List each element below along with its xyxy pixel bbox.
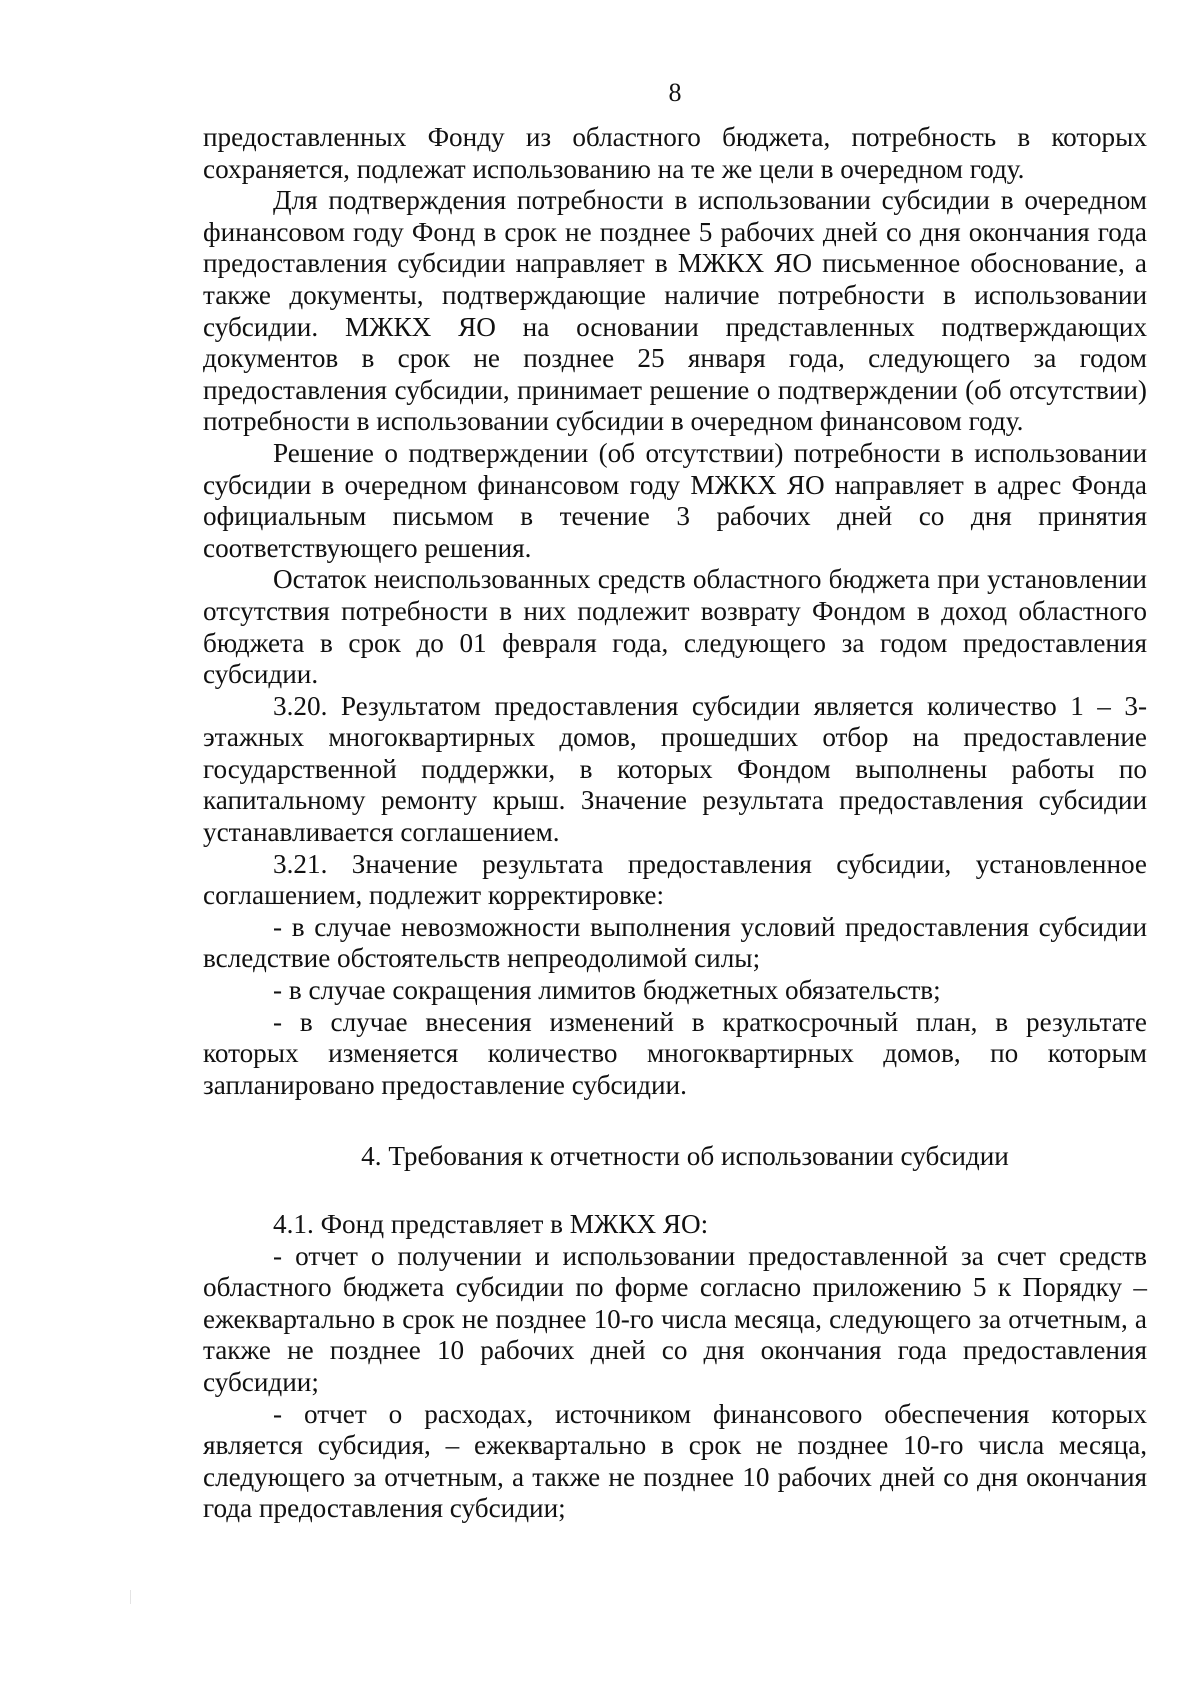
page-number: 8 (668, 78, 682, 107)
document-body (203, 122, 1147, 1525)
list-item-expense-report: - отчет о расходах, источником финансового обеспечения которых является субсидия, – ежеквартально в срок не позднее 10-го числа месяца, следующего за отчетным, а также не позднее 10 рабочих дней со дня окончания года предоставления субсидии; (203, 1398, 1147, 1524)
list-item-force-majeure: - в случае невозможности выполнения условий предоставления субсидии вследствие обстоятельств непреодолимой силы; (203, 911, 1147, 974)
list-item-plan-changes: - в случае внесения изменений в краткосрочный план, в результате которых изменяется количество многоквартирных домов, по которым запланировано предоставление субсидии. (203, 1006, 1147, 1100)
paragraph-unused-balance: Остаток неиспользованных средств областного бюджета при установлении отсутствия потребности в них подлежит возврату Фондом в доход областного бюджета в срок до 01 февраля года, следующего за годом предоставления субсидии. (203, 564, 1147, 690)
paragraph-decision: Решение о подтверждении (об отсутствии) потребности в использовании субсидии в очередном финансовом году МЖКХ ЯО направляет в адрес Фонда официальным письмом в течение 3 рабочих дней со дня принятия соответствующего решения. (203, 437, 1147, 563)
paragraph-3-20: 3.20. Результатом предоставления субсидии является количество 1 – 3-этажных многоквартирных домов, прошедших отбор на предоставление государственной поддержки, в которых Фондом выполнены работы по капитальному ремонту крыш. Значение результата предоставления субсидии устанавливается соглашением. (203, 690, 1147, 848)
section-spacer (203, 1101, 1147, 1141)
scan-artifact (130, 1590, 131, 1604)
section-4-heading: 4. Требования к отчетности об использовании субсидии (361, 1141, 1009, 1172)
paragraph-4-1: 4.1. Фонд представляет в МЖКХ ЯО: (273, 1209, 709, 1239)
list-item-usage-report: - отчет о получении и использовании предоставленной за счет средств областного бюджета субсидии по форме согласно приложению 5 к Порядку – ежеквартально в срок не позднее 10-го числа месяца, следующего за отчетным, а также не позднее 10 рабочих дней со дня окончания года предоставления субсидии; (203, 1240, 1147, 1397)
section-spacer (203, 1173, 1147, 1209)
paragraph-need-confirmation: Для подтверждения потребности в использовании субсидии в очередном финансовом году Фонд в срок не позднее 5 рабочих дней со дня окончания года предоставления субсидии направляет в МЖКХ ЯО письменное обоснование, а также документы, подтверждающие наличие потребности в использовании субсидии. МЖКХ ЯО на основании представленных подтверждающих документов в срок не позднее 25 января года, следующего за годом предоставления субсидии, принимает решение о подтверждении (об отсутствии) потребности в использовании субсидии в очередном финансовом году. (203, 185, 1147, 437)
paragraph-3-21: 3.21. Значение результата предоставления субсидии, установленное соглашением, подлежит корректировке: (203, 848, 1147, 911)
list-item-limits-reduction: - в случае сокращения лимитов бюджетных обязательств; (273, 975, 941, 1006)
paragraph-continuation: предоставленных Фонду из областного бюджета, потребность в которых сохраняется, подлежат использованию на те же цели в очередном году. (203, 122, 1147, 184)
